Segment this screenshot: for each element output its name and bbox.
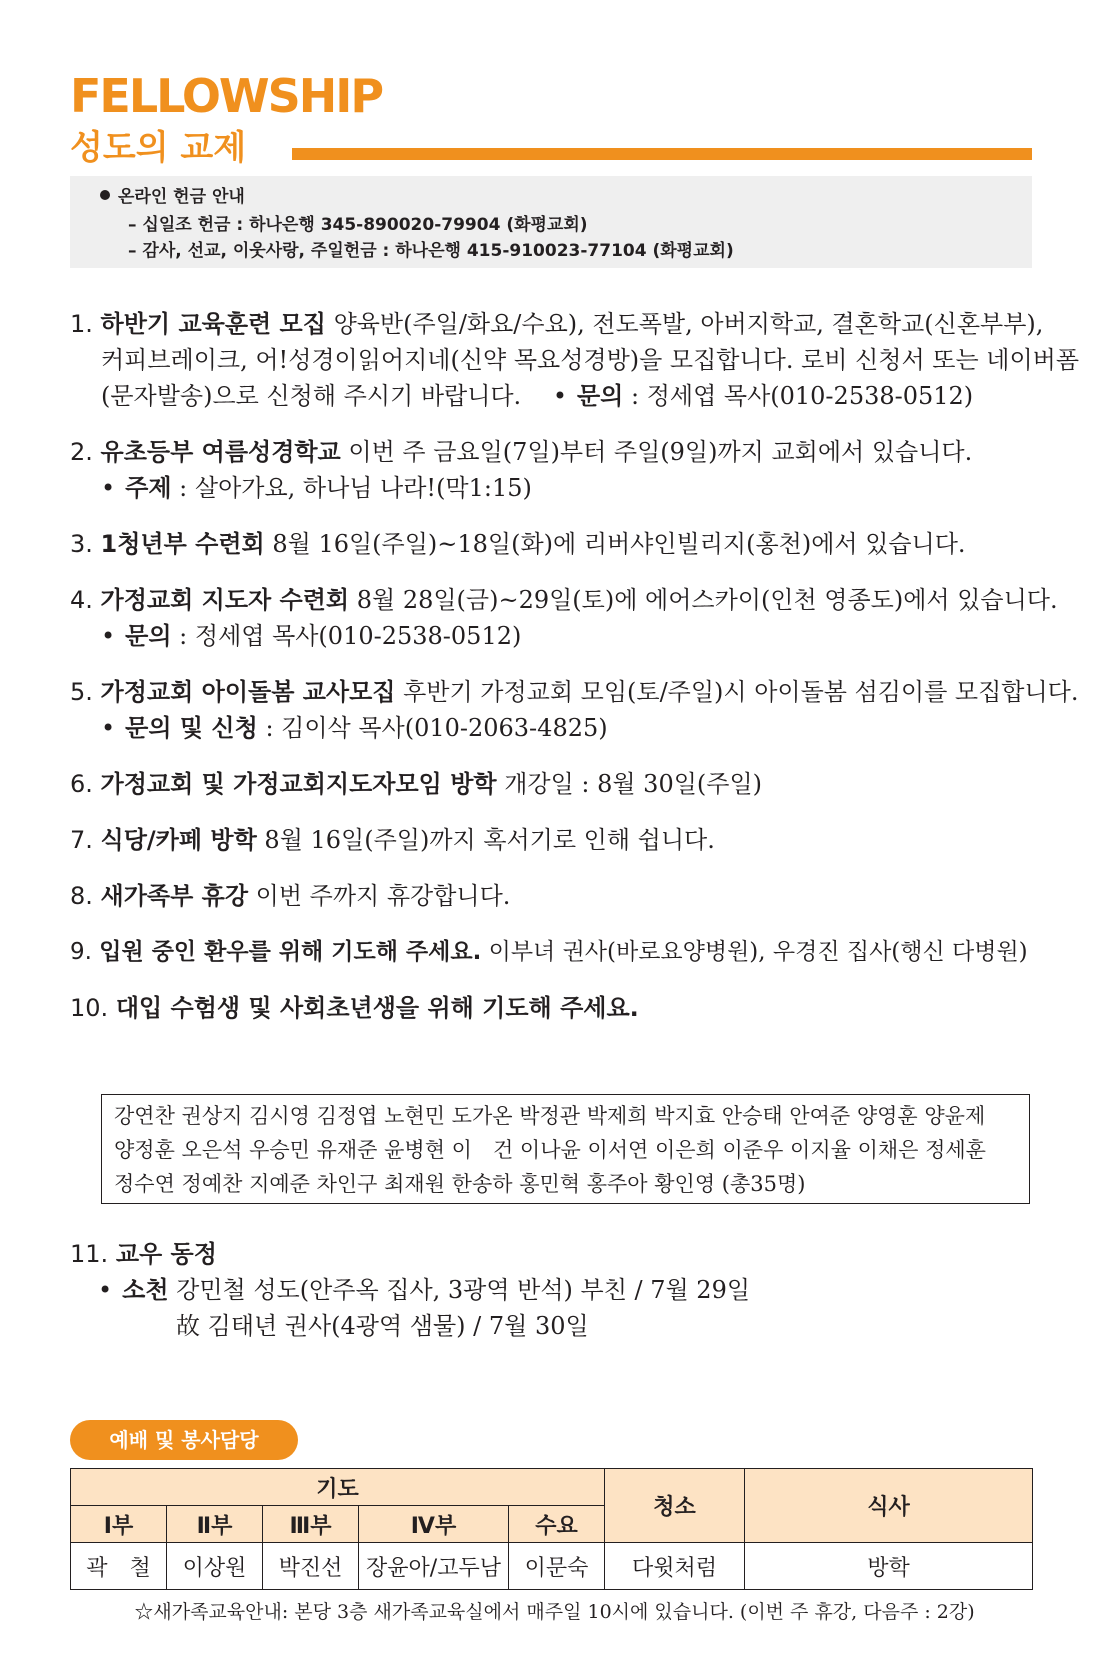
notice-text: 양육반(주일/화요/수요), 전도폭발, 아버지학교, 결혼학교(신혼부부), — [333, 310, 1044, 338]
duty-cell: 장윤아/고두남 — [359, 1543, 509, 1590]
notice-text: 8월 16일(주일)까지 혹서기로 인해 쉽니다. — [264, 826, 715, 854]
notice-item-3: 3. 1청년부 수련회 8월 16일(주일)~18일(화)에 리버샤인빌리지(홍천)에서 있습니다. — [70, 530, 966, 558]
online-offering-box — [70, 176, 1032, 268]
notice-item-1: 1. 하반기 교육훈련 모집 양육반(주일/화요/수요), 전도폭발, 아버지학교, 결혼학교(신혼부부), — [70, 310, 1044, 338]
notice-title: 유초등부 여름성경학교 — [100, 438, 341, 466]
offering-account: – 감사, 선교, 이웃사랑, 주일헌금 : 하나은행 415-910023-77104 (화평교회) — [128, 241, 734, 261]
bullet-icon: • — [101, 474, 116, 502]
prayer-header: 기도 — [71, 1469, 605, 1506]
cleaning-header: 청소 — [605, 1469, 745, 1543]
notice-text: 8월 16일(주일)~18일(화)에 리버샤인빌리지(홍천)에서 있습니다. — [272, 530, 966, 558]
prayer-col-wed: 수요 — [509, 1506, 605, 1543]
duty-cell: 박진선 — [263, 1543, 359, 1590]
bullet-icon — [100, 190, 110, 200]
names-line: 양정훈 오은석 우승민 유재준 윤병현 이 건 이나윤 이서연 이은희 이준우 이지율 이채은 정세훈 — [114, 1138, 986, 1162]
duty-section-label: 예배 및 봉사담당 — [70, 1420, 298, 1460]
notice-item-5-sub: • 문의 및 신청 : 김이삭 목사(010-2063-4825) — [101, 714, 608, 742]
duty-cell: 이문숙 — [509, 1543, 605, 1590]
notice-title: 입원 중인 환우를 위해 기도해 주세요. — [99, 939, 482, 965]
notice-item-10: 10. 대입 수험생 및 사회초년생을 위해 기도해 주세요. — [70, 994, 639, 1022]
notice-title: 식당/카페 방학 — [100, 826, 257, 854]
notice-item-6: 6. 가정교회 및 가정교회지도자모임 방학 개강일 : 8월 30일(주일) — [70, 770, 762, 798]
notice-title: 1청년부 수련회 — [100, 530, 265, 558]
notice-item-1-cont2: (문자발송)으로 신청해 주시기 바랍니다. • 문의 : 정세엽 목사(010-2538-0512) — [101, 382, 974, 410]
bullet-icon: • — [101, 714, 116, 742]
student-names-box — [101, 1094, 1030, 1204]
duty-table — [70, 1468, 1033, 1590]
tithe-account: – 십일조 헌금 : 하나은행 345-890020-79904 (화평교회) — [128, 215, 588, 235]
notice-item-11-sub: • 소천 강민철 성도(안주옥 집사, 3광역 반석) 부친 / 7월 29일 — [98, 1276, 751, 1304]
notice-item-7: 7. 식당/카페 방학 8월 16일(주일)까지 혹서기로 인해 쉽니다. — [70, 826, 715, 854]
notice-item-8: 8. 새가족부 휴강 이번 주까지 휴강합니다. — [70, 882, 511, 910]
notice-title: 가정교회 아이돌봄 교사모집 — [100, 678, 396, 706]
notice-title: 새가족부 휴강 — [100, 882, 249, 910]
bullet-icon: • — [98, 1276, 113, 1304]
names-line: 강연찬 권상지 김시영 김정엽 노현민 도가온 박정관 박제희 박지효 안승태 안여준 양영훈 양윤제 — [114, 1104, 986, 1128]
notice-title: 하반기 교육훈련 모집 — [100, 310, 326, 338]
online-offering-heading: 온라인 헌금 안내 — [100, 182, 245, 207]
duty-cell: 방학 — [745, 1543, 1033, 1590]
notice-item-9: 9. 입원 중인 환우를 위해 기도해 주세요. 이부녀 권사(바로요양병원), 우경진 집사(행신 다병원) — [70, 939, 1028, 965]
notice-item-4: 4. 가정교회 지도자 수련회 8월 28일(금)~29일(토)에 에어스카이(인천 영종도)에서 있습니다. — [70, 586, 1058, 614]
notice-text: 후반기 가정교회 모임(토/주일)시 아이돌봄 섬김이를 모집합니다. — [403, 678, 1079, 706]
prayer-col-2: Ⅱ부 — [167, 1506, 263, 1543]
notice-item-11-sub2: 故 김태년 권사(4광역 샘물) / 7월 30일 — [176, 1312, 589, 1340]
notice-text: 8월 28일(금)~29일(토)에 에어스카이(인천 영종도)에서 있습니다. — [356, 586, 1058, 614]
notice-text: 개강일 : 8월 30일(주일) — [504, 770, 762, 798]
notice-item-2: 2. 유초등부 여름성경학교 이번 주 금요일(7일)부터 주일(9일)까지 교회에서 있습니다. — [70, 438, 973, 466]
notice-title: 가정교회 및 가정교회지도자모임 방학 — [100, 770, 497, 798]
prayer-col-3: Ⅲ부 — [263, 1506, 359, 1543]
notice-title: 교우 동정 — [115, 1240, 217, 1268]
notice-text: 이번 주 금요일(7일)부터 주일(9일)까지 교회에서 있습니다. — [348, 438, 973, 466]
notice-item-5: 5. 가정교회 아이돌봄 교사모집 후반기 가정교회 모임(토/주일)시 아이돌봄 섬김이를 모집합니다. — [70, 678, 1079, 706]
notice-item-2-sub: • 주제 : 살아가요, 하나님 나라!(막1:15) — [101, 474, 532, 502]
notice-item-1-cont1: 커피브레이크, 어!성경이읽어지네(신약 목요성경방)을 모집합니다. 로비 신청서 또는 네이버폼 — [101, 346, 1080, 374]
names-line: 정수연 정예찬 지예준 차인구 최재원 한송하 홍민혁 홍주아 황인영 (총35명) — [114, 1172, 806, 1196]
prayer-col-4: Ⅳ부 — [359, 1506, 509, 1543]
duty-cell: 곽 철 — [71, 1543, 167, 1590]
bullet-icon: • — [101, 622, 116, 650]
bullet-icon: • — [552, 382, 567, 410]
notice-item-4-sub: • 문의 : 정세엽 목사(010-2538-0512) — [101, 622, 522, 650]
duty-cell: 이상원 — [167, 1543, 263, 1590]
meal-header: 식사 — [745, 1469, 1033, 1543]
notice-title: 가정교회 지도자 수련회 — [100, 586, 350, 614]
title-english: FELLOWSHIP — [70, 69, 383, 123]
prayer-col-1: Ⅰ부 — [71, 1506, 167, 1543]
notice-item-11: 11. 교우 동정 — [70, 1240, 217, 1268]
notice-title: 대입 수험생 및 사회초년생을 위해 기도해 주세요. — [115, 994, 639, 1022]
title-korean: 성도의 교제 — [70, 128, 247, 168]
notice-text: 이번 주까지 휴강합니다. — [255, 882, 511, 910]
footnote: ☆새가족교육안내: 본당 3층 새가족교육실에서 매주일 10시에 있습니다. (이번 주 휴강, 다음주 : 2강) — [134, 1601, 975, 1623]
title-rule — [292, 148, 1032, 160]
duty-cell: 다윗처럼 — [605, 1543, 745, 1590]
notice-text: 이부녀 권사(바로요양병원), 우경진 집사(행신 다병원) — [488, 939, 1028, 965]
